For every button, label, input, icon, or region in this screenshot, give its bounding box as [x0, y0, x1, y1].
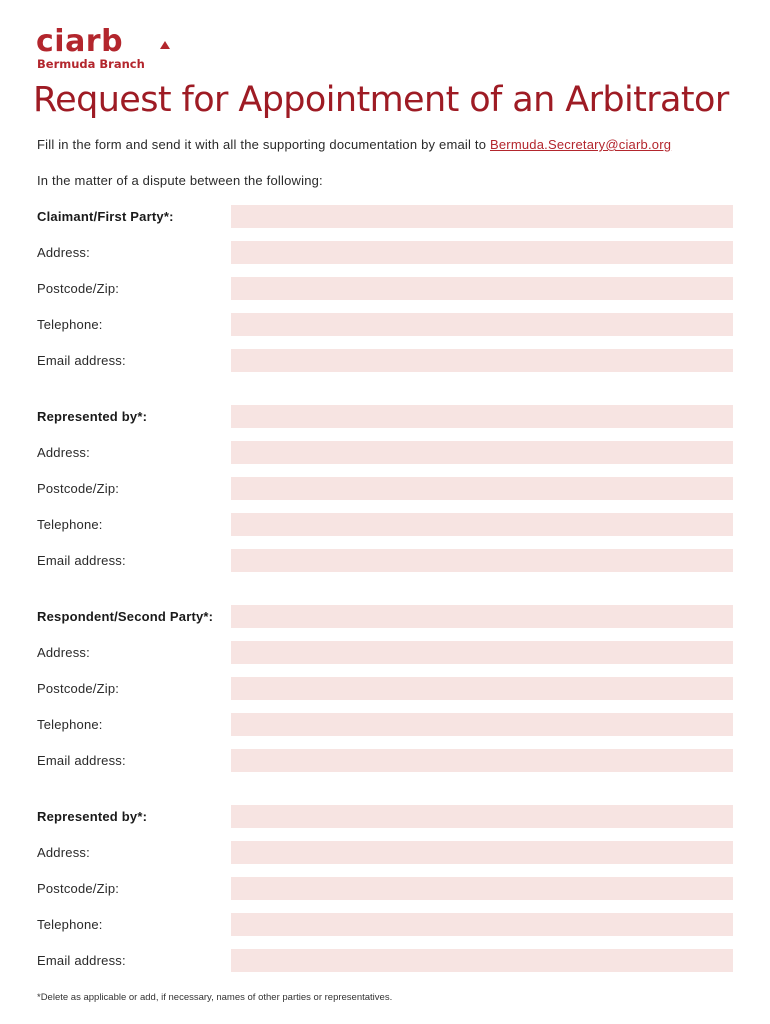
logo-triangle-icon [160, 41, 170, 49]
claimant-rep-address-field[interactable] [231, 441, 733, 464]
respondent-postcode-row [0, 677, 770, 701]
respondent-telephone-label: Telephone: [37, 717, 103, 732]
intro-instruction: Fill in the form and send it with all the supporting documentation by email to [37, 137, 490, 152]
respondent-email-label: Email address: [37, 753, 126, 768]
claimant-rep-email-row [0, 549, 770, 573]
intro-text [37, 137, 671, 152]
claimant-rep-postcode-label: Postcode/Zip: [37, 481, 120, 496]
respondent-rep-address-field[interactable] [231, 841, 733, 864]
claimant-postcode-row [0, 277, 770, 301]
respondent-name-label: Respondent/Second Party*: [37, 609, 214, 624]
respondent-email-row [0, 749, 770, 773]
claimant-postcode-label: Postcode/Zip: [37, 281, 120, 296]
respondent-postcode-field[interactable] [231, 677, 733, 700]
respondent-telephone-field[interactable] [231, 713, 733, 736]
claimant-address-row [0, 241, 770, 265]
claimant-rep-name-row [0, 405, 770, 429]
claimant-telephone-field[interactable] [231, 313, 733, 336]
respondent-name-row [0, 605, 770, 629]
respondent-address-row [0, 641, 770, 665]
claimant-rep-name-field[interactable] [231, 405, 733, 428]
claimant-rep-name-label: Represented by*: [37, 409, 148, 424]
claimant-email-row [0, 349, 770, 373]
respondent-rep-email-row [0, 949, 770, 973]
footnote: *Delete as applicable or add, if necessary, names of other parties or representatives. [37, 992, 393, 1003]
claimant-rep-address-row [0, 441, 770, 465]
respondent-rep-name-label: Represented by*: [37, 809, 148, 824]
page-title: Request for Appointment of an Arbitrator [33, 80, 729, 120]
respondent-rep-postcode-field[interactable] [231, 877, 733, 900]
claimant-address-field[interactable] [231, 241, 733, 264]
claimant-rep-postcode-field[interactable] [231, 477, 733, 500]
claimant-email-label: Email address: [37, 353, 126, 368]
claimant-name-row [0, 205, 770, 229]
logo-wordmark: ciarb [36, 24, 124, 59]
respondent-rep-telephone-field[interactable] [231, 913, 733, 936]
claimant-telephone-label: Telephone: [37, 317, 103, 332]
respondent-telephone-row [0, 713, 770, 737]
respondent-rep-postcode-label: Postcode/Zip: [37, 881, 120, 896]
claimant-rep-address-label: Address: [37, 445, 90, 460]
respondent-rep-name-row [0, 805, 770, 829]
claimant-rep-email-field[interactable] [231, 549, 733, 572]
respondent-rep-telephone-label: Telephone: [37, 917, 103, 932]
respondent-rep-name-field[interactable] [231, 805, 733, 828]
respondent-rep-postcode-row [0, 877, 770, 901]
claimant-name-field[interactable] [231, 205, 733, 228]
claimant-postcode-field[interactable] [231, 277, 733, 300]
respondent-rep-email-field[interactable] [231, 949, 733, 972]
claimant-email-field[interactable] [231, 349, 733, 372]
claimant-rep-telephone-field[interactable] [231, 513, 733, 536]
respondent-address-field[interactable] [231, 641, 733, 664]
claimant-rep-postcode-row [0, 477, 770, 501]
respondent-address-label: Address: [37, 645, 90, 660]
respondent-rep-address-label: Address: [37, 845, 90, 860]
respondent-rep-email-label: Email address: [37, 953, 126, 968]
respondent-rep-address-row [0, 841, 770, 865]
logo-branch-name: Bermuda Branch [37, 57, 145, 71]
respondent-rep-telephone-row [0, 913, 770, 937]
claimant-rep-telephone-row [0, 513, 770, 537]
claimant-rep-telephone-label: Telephone: [37, 517, 103, 532]
claimant-telephone-row [0, 313, 770, 337]
respondent-email-field[interactable] [231, 749, 733, 772]
claimant-rep-email-label: Email address: [37, 553, 126, 568]
ciarb-logo [36, 26, 176, 74]
respondent-name-field[interactable] [231, 605, 733, 628]
claimant-name-label: Claimant/First Party*: [37, 209, 174, 224]
respondent-postcode-label: Postcode/Zip: [37, 681, 120, 696]
claimant-address-label: Address: [37, 245, 90, 260]
secretary-email-link[interactable]: Bermuda.Secretary@ciarb.org [489, 137, 672, 152]
matter-statement: In the matter of a dispute between the following: [37, 173, 323, 188]
